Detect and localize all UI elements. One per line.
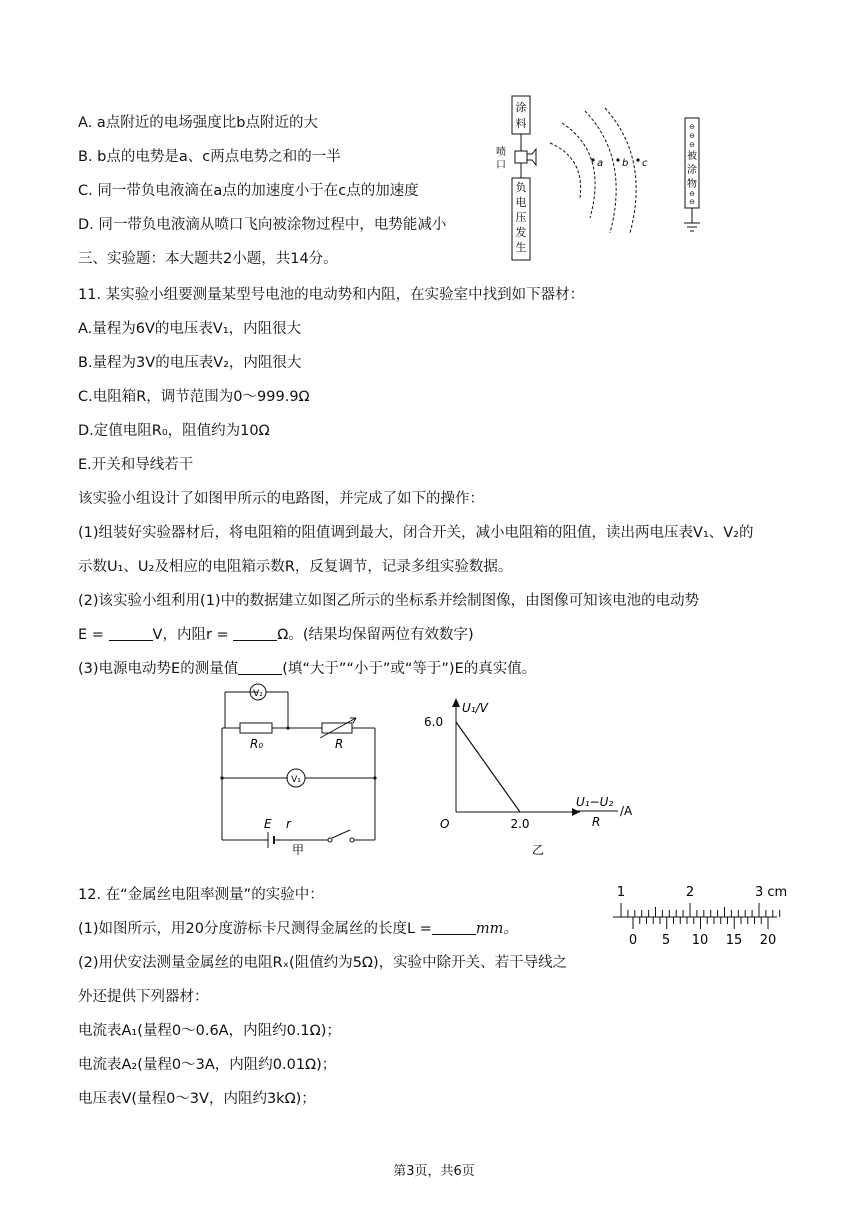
u1-graph xyxy=(420,690,660,860)
emf-blank[interactable] xyxy=(109,626,153,641)
q11-stem: 11. 某实验小组要测量某型号电池的电动势和内阻，在实验室中找到如下器材： xyxy=(78,287,585,303)
box-top-label-2: 料 xyxy=(515,117,527,130)
option-b: B. b点的电势是a、c两点电势之和的一半 xyxy=(78,149,341,165)
target-char-2: 涂 xyxy=(687,165,697,176)
q12-part1 xyxy=(78,919,518,939)
gen-char-5: 生 xyxy=(515,241,527,254)
emf-symbol: E xyxy=(264,817,272,831)
main-scale-3: 3 cm xyxy=(755,885,788,900)
q11-item-d: D.定值电阻R₀，阻值约为10Ω xyxy=(78,423,270,439)
point-a: a xyxy=(597,158,604,169)
vernier-20: 20 xyxy=(759,933,777,948)
q11-step2-a: (2)该实验小组利用(1)中的数据建立如图乙所示的坐标系并绘制图像，由图像可知该电池的电动势 xyxy=(78,593,700,609)
x-axis-unit: /A xyxy=(620,804,633,818)
nozzle-label-1: 喷 xyxy=(496,147,506,158)
option-a: A. a点附近的电场强度比b点附近的大 xyxy=(78,115,318,131)
target-char-3: 物 xyxy=(687,179,697,190)
vernier-5: 5 xyxy=(661,933,671,948)
vernier-15: 15 xyxy=(725,933,743,948)
gen-char-4: 发 xyxy=(515,226,527,239)
svg-text:⊖: ⊖ xyxy=(689,198,695,206)
compare-blank[interactable] xyxy=(238,660,282,675)
y-axis-label: U₁/V xyxy=(462,701,488,715)
q11-item-e: E.开关和导线若干 xyxy=(78,457,194,473)
step3-text-b: (填“大于”“小于”或“等于”)E的真实值。 xyxy=(282,661,537,677)
r-label: R xyxy=(335,737,344,751)
option-d: D. 同一带负电液滴从喷口飞向被涂物过程中，电势能减小 xyxy=(78,217,447,233)
main-scale-ticks xyxy=(621,903,780,917)
x-tick-label: 2.0 xyxy=(510,817,530,831)
gen-char-3: 压 xyxy=(515,211,527,224)
q11-step1-a: (1)组装好实验器材后，将电阻箱的阻值调到最大，闭合开关，减小电阻箱的阻值，读出两电压表V₁、V₂的 xyxy=(78,525,754,541)
svg-text:⊖: ⊖ xyxy=(689,141,695,149)
q11-intro: 该实验小组设计了如图甲所示的电路图，并完成了如下的操作： xyxy=(78,491,484,507)
q11-step2-b xyxy=(78,625,474,645)
length-text: (1)如图所示，用20分度游标卡尺测得金属丝的长度L = xyxy=(78,921,432,937)
origin-label: O xyxy=(440,817,450,831)
x-axis-numerator: U₁−U₂ xyxy=(576,795,614,809)
gen-char-1: 负 xyxy=(515,181,527,194)
main-scale-2: 2 xyxy=(685,885,695,900)
v1-label: V₁ xyxy=(291,775,301,785)
vernier-scale-ticks xyxy=(633,917,768,929)
main-scale-1: 1 xyxy=(616,885,626,900)
x-axis-denominator: R xyxy=(592,815,601,829)
target-char-1: 被 xyxy=(687,151,697,162)
emf-unit: V，内阻r = xyxy=(152,627,229,643)
spray-figure xyxy=(490,93,715,263)
length-unit: mm。 xyxy=(475,921,518,937)
section-heading: 三、实验题：本大题共2小题，共14分。 xyxy=(78,251,338,267)
emf-label: E = xyxy=(78,627,104,643)
nozzle-label-2: 口 xyxy=(496,160,506,171)
resistance-blank[interactable] xyxy=(233,626,277,641)
svg-text:⊖: ⊖ xyxy=(689,123,695,131)
q12-ammeter-a1: 电流表A₁(量程0～0.6A，内阻约0.1Ω)； xyxy=(78,1023,341,1039)
vernier-10: 10 xyxy=(691,933,709,948)
circuit-caption: 甲 xyxy=(291,843,305,855)
q11-step3 xyxy=(78,659,536,679)
q12-part2-a: (2)用伏安法测量金属丝的电阻Rₓ(阻值约为5Ω)，实验中除开关、若干导线之 xyxy=(78,955,568,971)
q12-ammeter-a2: 电流表A₂(量程0～3A，内阻约0.01Ω)； xyxy=(78,1057,337,1073)
q12-stem: 12. 在“金属丝电阻率测量”的实验中： xyxy=(78,887,324,903)
q11-step1-b: 示数U₁、U₂及相应的电阻箱示数R，反复调节，记录多组实验数据。 xyxy=(78,559,513,575)
box-top-label-1: 涂 xyxy=(515,101,527,114)
data-line xyxy=(456,722,520,812)
length-blank[interactable] xyxy=(432,920,476,935)
resistance-unit: Ω。(结果均保留两位有效数字) xyxy=(277,627,474,643)
svg-text:⊖: ⊖ xyxy=(689,132,695,140)
vernier-caliper xyxy=(605,880,795,955)
svg-text:⊖: ⊖ xyxy=(689,190,695,198)
r0-label: R₀ xyxy=(250,737,264,751)
page-footer: 第3页，共6页 xyxy=(393,1164,475,1179)
circuit-diagram xyxy=(210,680,390,855)
y-tick-label: 6.0 xyxy=(424,715,444,729)
v2-label: V₂ xyxy=(253,689,263,699)
q11-item-a: A.量程为6V的电压表V₁，内阻很大 xyxy=(78,321,302,337)
internal-r-symbol: r xyxy=(286,817,291,831)
point-b: b xyxy=(622,158,629,169)
point-c: c xyxy=(642,158,648,169)
gen-char-2: 电 xyxy=(515,196,527,209)
q11-item-c: C.电阻箱R，调节范围为0～999.9Ω xyxy=(78,389,310,405)
graph-caption: 乙 xyxy=(531,843,545,857)
q12-part2-b: 外还提供下列器材： xyxy=(78,989,209,1005)
step3-text-a: (3)电源电动势E的测量值 xyxy=(78,661,239,677)
q11-item-b: B.量程为3V的电压表V₂，内阻很大 xyxy=(78,355,302,371)
option-c: C. 同一带负电液滴在a点的加速度小于在c点的加速度 xyxy=(78,183,419,199)
vernier-0: 0 xyxy=(628,933,638,948)
q12-voltmeter: 电压表V(量程0～3V，内阻约3kΩ)； xyxy=(78,1091,316,1107)
